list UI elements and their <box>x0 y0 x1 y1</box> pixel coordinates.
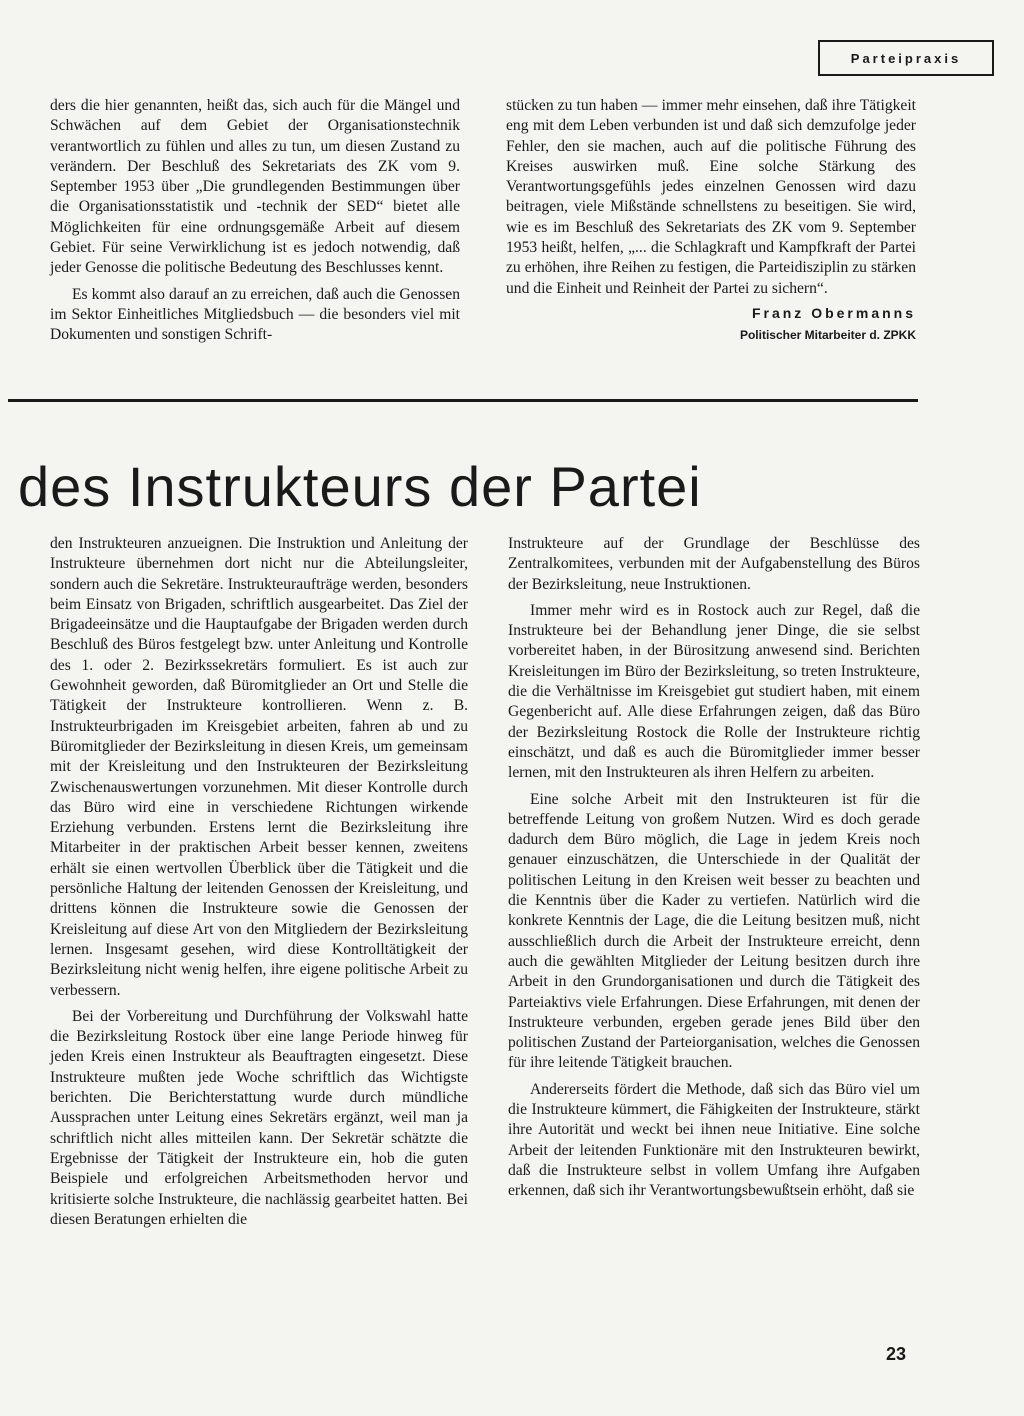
main-article-paragraph: Bei der Vorbereitung und Durchführung der Volkswahl hatte die Bezirksleitung Rostock über eine lange Periode hinweg für jeden Kreis einen Instrukteur als Beauftragten eingesetzt. Diese Instrukteure mußten jede Woche schriftlich das Wichtigste berichten. Die Berichterstattung wurde durch mündliche Aussprachen unter Leitung eines Sekretärs ergänzt, weil man ja schriftlich nicht alles mitteilen kann. Der Sekretär schätzte die Ergebnisse der Tätigkeit der Instrukteure ein, hob die guten Beispiele und erfolgreichen Arbeitsmethoden hervor und kritisierte solche Instrukteure, die nachlässig gearbeitet hatten. Bei diesen Beratungen erhielten die <box>50 1007 468 1228</box>
section-divider <box>8 399 918 402</box>
main-article-paragraph: Eine solche Arbeit mit den Instrukteuren ist für die betreffende Leitung von großem Nutzen. Wird es doch gerade dadurch dem Büro möglich, die Lage in jedem Kreis noch genauer einzuschätzen, die Unterschiede in der Qualität der politischen Leitung in den Kreisen weit besser zu beachten und die Kenntnis über die Kader zu vertiefen. Natürlich wird die konkrete Kenntnis der Lage, die die Leitung besitzen muß, nicht ausschließlich durch die Arbeit der Instrukteure erreicht, denn auch die gewählten Mitglieder der Leitung besitzen durch ihre Arbeit in den Grundorganisationen und durch die Tätigkeit des Parteiaktivs viele Erfahrungen. Diese Erfahrungen, mit denen der Instrukteure verbunden, ergeben gerade jenes Bild über den politischen Zustand der Parteiorganisation, welches die Genossen für ihre leitende Tätigkeit brauchen. <box>508 790 920 1072</box>
main-article-paragraph: den Instrukteuren anzueignen. Die Instruktion und Anleitung der Instrukteure übernehmen dort nicht nur die Abteilungsleiter, sondern auch die Sekretäre. Instrukteuraufträge werden, besonders beim Einsatz von Brigaden, schriftlich ausgearbeitet. Das Ziel der Brigadeeinsätze und die Hauptaufgabe der Brigaden werden durch Beschluß des Büros festgelegt bzw. unter Anleitung und Kontrolle des 1. oder 2. Bezirkssekretärs formuliert. Es ist auch zur Gewohnheit geworden, daß Büromitglieder an Ort und Stelle die Tätigkeit der Instrukteure kontrollieren. Wenn z. B. Instrukteurbrigaden im Kreisgebiet arbeiten, fahren ab und zu Büromitglieder der Bezirksleitung in diesen Kreis, um gemeinsam mit der Kreisleitung und den Instrukteuren der Bezirksleitung Zwischenauswertungen vorzunehmen. Mit dieser Kontrolle durch das Büro wird eine in verschiedene Richtungen wirkende Erziehung verbunden. Erstens lernt die Bezirksleitung ihre Mitarbeiter in der praktischen Arbeit besser kennen, zweitens erhält sie einen wertvollen Überblick über die Tätigkeit und die persönliche Haltung der leitenden Genossen der Kreisleitung, und drittens können die Instrukteure sowie die Genossen der Kreisleitung auf diese Art von den Mitgliedern der Bezirksleitung lernen. Insgesamt gesehen, wird diese Kontrolltätigkeit der Bezirksleitung nicht wenig helfen, ihre eigene politische Arbeit zu verbessern. <box>50 535 468 999</box>
main-article-paragraph: Immer mehr wird es in Rostock auch zur Regel, daß die Instrukteure bei der Behandlung jener Dinge, die sie selbst vorbereitet haben, in der Bürositzung anwesend sind. Berichten Kreisleitungen im Büro der Bezirksleitung, so treten Instrukteure, die die Verhältnisse im Kreisgebiet gut studiert haben, mit einem Gegenbericht auf. Alle diese Erfahrungen zeigen, daß das Büro der Bezirksleitung Rostock die Rolle der Instrukteure richtig einschätzt, und daß es auch die Büromitglieder immer besser lernen, mit den Instrukteuren als ihren Helfern zu arbeiten. <box>508 601 920 782</box>
article-headline: des Instrukteurs der Partei <box>18 455 702 518</box>
page-number: 23 <box>886 1344 907 1364</box>
top-article-paragraph: ders die hier genannten, heißt das, sich auch für die Mängel und Schwächen auf dem Gebiet der Organisationstechnik verantwortlich zu fühlen und alles zu tun, um diesen Zustand zu verändern. Der Beschluß des Sekretariats des ZK vom 9. September 1953 über „Die grundlegenden Bestimmungen über die Organisationsstatistik und -technik der SED“ bietet alle Möglichkeiten für eine ordnungsgemäße Arbeit auf diesem Gebiet. Für seine Verwirklichung ist es jedoch notwendig, daß jeder Genosse die politische Bedeutung des Beschlusses kennt. <box>50 97 460 277</box>
section-label: Parteipraxis <box>818 40 994 76</box>
main-article-paragraph: Instrukteure auf der Grundlage der Beschlüsse des Zentralkomitees, verbunden mit der Aufgabenstellung des Büros der Bezirksleitung, neue Instruktionen. <box>508 535 920 593</box>
top-article-paragraph: stücken zu tun haben — immer mehr einsehen, daß ihre Tätigkeit eng mit dem Leben verbunden ist und daß sich demzufolge jeder Fehler, den sie machen, auch auf die politische Führung des Kreises auswirken muß. Eine solche Stärkung des Verantwortungsgefühls jedes einzelnen Genossen wird dazu beitragen, viele Mißstände schnellstens zu beseitigen. Sie wird, wie es im Beschluß des Sekretariats des ZK vom 9. September 1953 heißt, helfen, „... die Schlagkraft und Kampfkraft der Partei zu erhöhen, ihre Reihen zu festigen, die Parteidisziplin zu stärken und die Einheit und Reinheit der Partei zu sichern“. <box>506 97 916 297</box>
main-article-right-column <box>508 534 920 1208</box>
author-signature <box>506 303 916 346</box>
author-name: Franz Obermanns <box>751 304 916 321</box>
main-article-left-column <box>50 534 468 1236</box>
author-role: Politischer Mitarbeiter d. ZPKK <box>739 328 916 343</box>
top-article-left-column <box>50 96 460 352</box>
main-article-paragraph: Andererseits fördert die Methode, daß sich das Büro viel um die Instrukteure kümmert, die Fähigkeiten der Instrukteure, stärkt ihre Autorität und weckt bei ihnen neue Initiative. Eine solche Arbeit der leitenden Funktionäre mit den Instrukteuren bewirkt, daß die Instrukteure selbst in vollem Umfang ihre Aufgaben erkennen, daß sich ihr Verantwortungsbewußtsein erhöht, daß sie <box>508 1080 920 1200</box>
top-article-right-column <box>506 96 916 346</box>
top-article-paragraph: Es kommt also darauf an zu erreichen, daß auch die Genossen im Sektor Einheitliches Mitgliedsbuch — die besonders viel mit Dokumenten und sonstigen Schrift- <box>50 285 460 344</box>
